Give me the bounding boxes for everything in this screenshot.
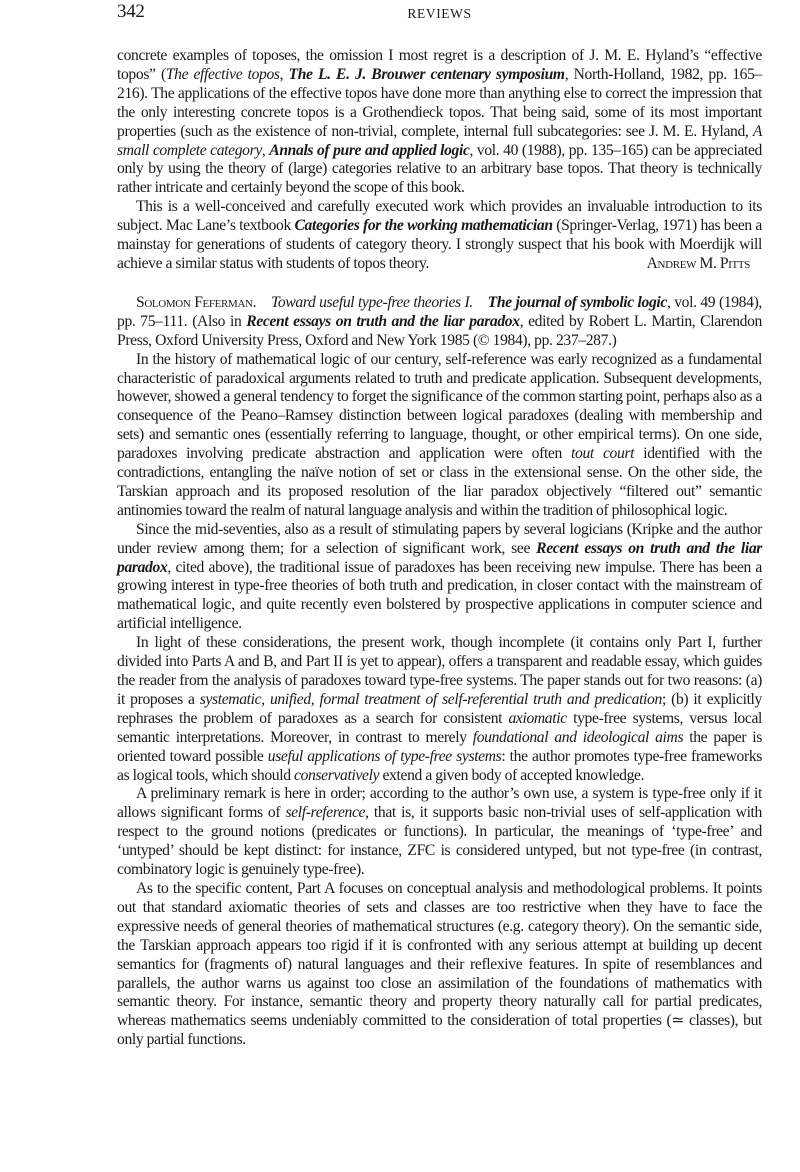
reviewer-signature: Andrew M. Pitts — [646, 254, 750, 272]
italic-title: The effective topos — [165, 65, 280, 83]
review2-citation: Solomon Feferman. Toward useful type-free theories I. The journal of symbolic logic, vol. 49 (1984), pp. 75–111. (Also in Recent essays on truth and the liar paradox, edited by Robert L. Martin, Clarendon Press, Oxford University Press, Oxford and New York 1985 (© 1984), pp. 237–287.) — [117, 293, 762, 349]
journal-name: The journal of symbolic logic — [487, 293, 667, 311]
reviewed-author: Solomon Feferman. — [136, 293, 257, 311]
review2-paragraph-3: In light of these considerations, the present work, though incomplete (it contains only Part I, further divided into Parts A and B, and Part II is yet to appear), offers a transparent and readable essay, which guides the reader from the analysis of paradoxes toward type-free systems. The paper stands out for two reasons: (a) it proposes a systematic, unified, formal treatment of self-referential truth and predication; (b) it explicitly rephrases the problem of paradoxes as a search for consistent axiomatic type-free systems, versus local semantic interpretations. Moreover, in contrast to merely foundational and ideological aims the paper is oriented toward possible useful applications of type-free systems: the author promotes type-free frameworks as logical tools, which should conservatively extend a given body of accepted knowledge. — [117, 634, 763, 784]
book-title: Recent essays on truth and the liar paradox — [246, 312, 520, 330]
bold-italic-title: The L. E. J. Brouwer centenary symposium — [288, 65, 565, 83]
page-body — [117, 47, 762, 1050]
review2-paragraph-5: As to the specific content, Part A focuses on conceptual analysis and methodological problems. It points out that standard axiomatic theories of sets and classes are too restrictive when they have to face the expressive needs of general theories of mathematical structures (e.g. category theory). On the semantic side, the Tarskian approach appears too rigid if it is confronted with any serious attempt at building up decent semantics for (fragments of) natural languages and their reflexive features. In spite of resemblances and parallels, the author warns us against too close an assimilation of the foundations of mathematics with semantic theory. For instance, semantic theory and property theory naturally call for partial predicates, whereas mathematics seems undeniably committed to the consideration of total properties (≃ classes), but only partial functions. — [117, 879, 762, 1049]
review2-paragraph-1: In the history of mathematical logic of our century, self-reference was early recognized as a fundamental characteristic of paradoxical arguments related to truth and predicate application. Subsequent developments, however, showed a general tendency to forget the significance of the common starting point, perhaps also as a consequence of the Peano–Ramsey distinction between logical paradoxes (dealing with membership and sets) and semantic ones (essentially referring to language, thought, or other empirical terms). On one side, paradoxes involving predicate abstraction and application were often tout court identified with the contradictions, entangling the naïve notion of set or class in the extensional sense. On the other side, the Tarskian approach and its proposed resolution of the liar paradox objectively “filtered out” semantic antinomies toward the realm of natural language analysis and within the tradition of philosophical logic. — [117, 350, 762, 519]
page-header — [117, 1, 762, 25]
review2-paragraph-4: A preliminary remark is here in order; according to the author’s own use, a system is type-free only if it allows significant forms of self-reference, that is, it supports basic non-trivial uses of self-application with respect to the ground notions (predicates or functions). In particular, the meanings of ‘type-free’ and ‘untyped’ should be kept distinct: for instance, ZFC is considered untyped, but not type-free (in contrast, combinatory logic is genuinely type-free). — [117, 785, 762, 879]
italic-title: A small complete category — [117, 122, 762, 159]
running-head: REVIEWS — [407, 6, 472, 21]
review2-paragraph-2: Since the mid-seventies, also as a result of stimulating papers by several logicians (Kripke and the author under review among them; for a selection of significant work, see Recent essays on truth and the liar paradox, cited above), the traditional issue of paradoxes has been receiving new impulse. There has been a growing interest in type-free theories of both truth and predication, in closer contact with the mainstream of mathematical logic, and quite recently even bolstered by prospective applications in computer science and artificial intelligence. — [117, 520, 762, 633]
bold-italic-title: Categories for the working mathematician — [294, 217, 553, 235]
reviewed-title: Toward useful type-free theories I. — [270, 293, 473, 311]
section-gap — [117, 274, 762, 294]
page-number: 342 — [117, 1, 145, 22]
review1-paragraph-1: concrete examples of toposes, the omission I most regret is a description of J. M. E. Hyland’s “effective topos” (The effective topos, The L. E. J. Brouwer centenary symposium, North-Holland, 1982, pp. 165–216). The applications of the effective topos have done more than anything else to correct the impression that the only interesting concrete topos is a Grothendieck topos. That being said, some of its most important properties (such as the existence of non-trivial, complete, internal full subcategories: see J. M. E. Hyland, A small complete category, Annals of pure and applied logic, vol. 40 (1988), pp. 135–165) can be appreciated only by using the theory of (large) categories relative to an arbitrary base topos. That theory is technically rather intricate and certainly beyond the scope of this book. — [117, 47, 762, 197]
review1-paragraph-2: This is a well-conceived and carefully executed work which provides an invaluable introduction to its subject. Mac Lane’s textbook Categories for the working mathematician (Springer-Verlag, 1971) has been a mainstay for generations of students of category theory. I strongly suspect that his book with Moerdijk will achieve a similar status with students of topos theory. Andrew M. Pitts — [117, 198, 762, 272]
page — [117, 0, 762, 1050]
bold-italic-title: Annals of pure and applied logic — [269, 141, 470, 159]
